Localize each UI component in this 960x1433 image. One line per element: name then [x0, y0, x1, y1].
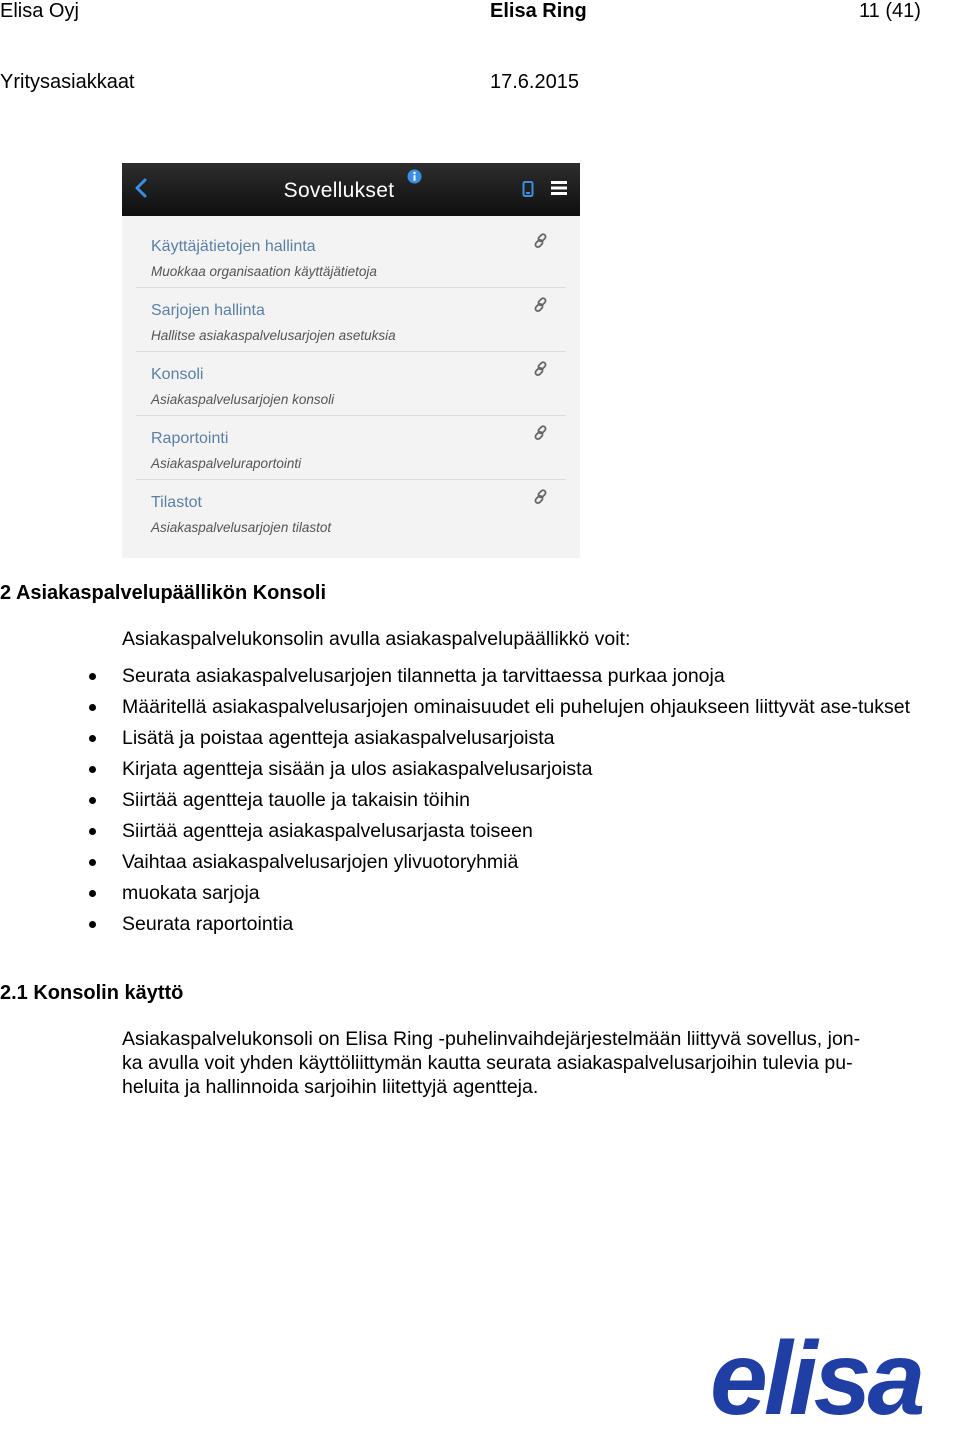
link-icon[interactable] — [534, 233, 550, 254]
link-icon[interactable] — [534, 489, 550, 510]
header-company: Elisa Oyj — [0, 0, 79, 22]
header-page-number: 11 (41) — [859, 0, 921, 22]
body-paragraph-line: heluita ja hallinnoida sarjoihin liitettyjä agentteja. — [122, 1076, 539, 1098]
hamburger-menu-icon[interactable] — [551, 181, 567, 200]
list-item-subtitle: Asiakaspalvelusarjojen konsoli — [151, 392, 335, 407]
list-item-title: Tilastot — [151, 494, 202, 511]
header-product: Elisa Ring — [490, 0, 587, 22]
phone-icon[interactable] — [522, 181, 534, 202]
link-icon[interactable] — [534, 425, 550, 446]
section-heading: 2 Asiakaspalvelupäällikön Konsoli — [0, 582, 327, 604]
list-item: Siirtää agentteja tauolle ja takaisin töihin — [122, 788, 912, 812]
body-paragraph-line: Asiakaspalvelukonsoli on Elisa Ring -puhelinvaihdejärjestelmään liittyvä sovellus, jon- — [122, 1028, 861, 1050]
app-title: Sovellukset — [283, 179, 395, 202]
list-item: Siirtää agentteja asiakaspalvelusarjasta toiseen — [122, 819, 912, 843]
list-item-title: Raportointi — [151, 430, 229, 447]
list-item-subtitle: Hallitse asiakaspalvelusarjojen asetuksia — [151, 328, 396, 343]
list-item[interactable] — [136, 289, 566, 352]
elisa-logo — [708, 1328, 958, 1428]
list-item[interactable] — [136, 417, 566, 480]
list-item[interactable] — [136, 353, 566, 416]
body-paragraph-line: ka avulla voit yhden käyttöliittymän kautta seurata asiakaspalvelusarjoihin tulevia pu- — [122, 1052, 853, 1074]
link-icon[interactable] — [534, 361, 550, 382]
list-item: Seurata raportointia — [122, 912, 912, 936]
link-icon[interactable] — [534, 297, 550, 318]
info-icon[interactable] — [407, 169, 422, 189]
list-item: Kirjata agentteja sisään ja ulos asiakaspalvelusarjoista — [122, 757, 912, 781]
header-segment: Yritysasiakkaat — [0, 71, 135, 93]
list-item: Lisätä ja poistaa agentteja asiakaspalvelusarjoista — [122, 726, 912, 750]
list-item: Määritellä asiakaspalvelusarjojen ominaisuudet eli puhelujen ohjaukseen liittyvät ase-tukset — [122, 695, 912, 719]
section-intro: Asiakaspalvelukonsolin avulla asiakaspalvelupäällikkö voit: — [122, 628, 631, 650]
app-list — [136, 225, 566, 544]
list-item[interactable] — [136, 481, 566, 543]
list-item[interactable] — [136, 225, 566, 288]
app-screenshot — [122, 163, 580, 558]
list-item-subtitle: Asiakaspalvelusarjojen tilastot — [151, 520, 332, 535]
header-date: 17.6.2015 — [490, 71, 579, 93]
list-item-title: Konsoli — [151, 366, 204, 383]
list-item-title: Sarjojen hallinta — [151, 302, 265, 319]
list-item: Seurata asiakaspalvelusarjojen tilannetta ja tarvittaessa purkaa jonoja — [122, 664, 912, 688]
list-item-title: Käyttäjätietojen hallinta — [151, 238, 316, 255]
app-top-bar — [122, 163, 580, 216]
bullet-list — [122, 664, 912, 943]
svg-text:elisa: elisa — [710, 1328, 922, 1428]
list-item: Vaihtaa asiakaspalvelusarjojen ylivuotoryhmiä — [122, 850, 912, 874]
subsection-heading: 2.1 Konsolin käyttö — [0, 982, 184, 1004]
list-item: muokata sarjoja — [122, 881, 912, 905]
list-item-subtitle: Asiakaspalveluraportointi — [151, 456, 302, 471]
list-item-subtitle: Muokkaa organisaation käyttäjätietoja — [151, 264, 377, 279]
